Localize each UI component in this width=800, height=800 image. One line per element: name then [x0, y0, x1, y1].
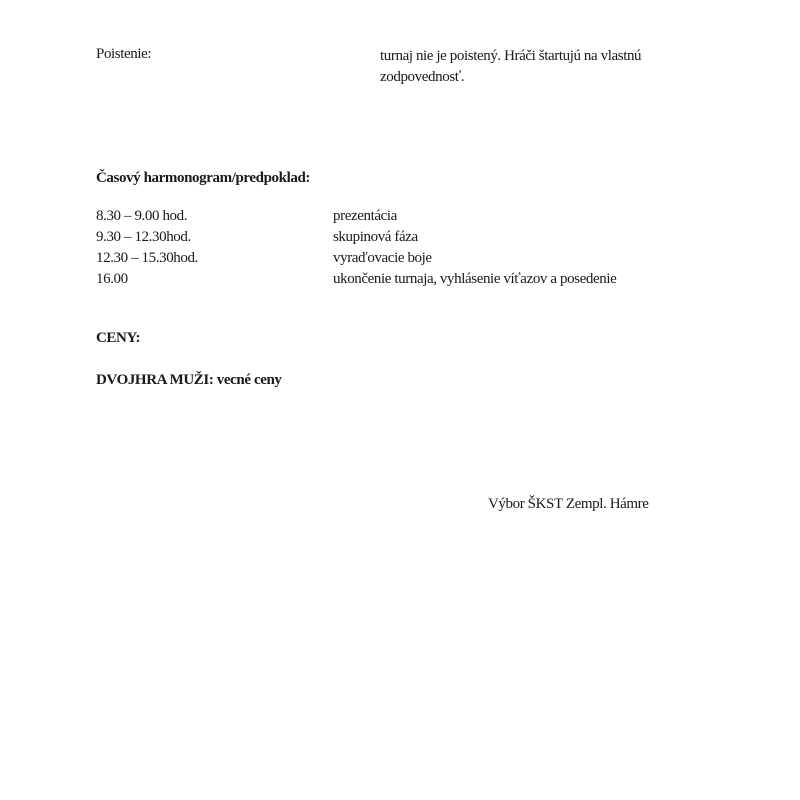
- schedule-activity: prezentácia: [333, 208, 397, 224]
- prizes-title: CENY:: [96, 330, 141, 346]
- schedule-time: 9.30 – 12.30hod.: [96, 229, 191, 245]
- schedule-activity: vyraďovacie boje: [333, 250, 432, 266]
- men-singles-label: DVOJHRA MUŽI:: [96, 372, 214, 388]
- schedule-time: 12.30 – 15.30hod.: [96, 250, 198, 266]
- schedule-title: Časový harmonogram/predpoklad:: [96, 170, 310, 186]
- men-singles-prize: [96, 372, 282, 389]
- schedule-time: 8.30 – 9.00 hod.: [96, 208, 188, 224]
- schedule-activity: ukončenie turnaja, vyhlásenie víťazov a posedenie: [333, 271, 617, 287]
- schedule-time: 16.00: [96, 271, 128, 287]
- schedule-activity: skupinová fáza: [333, 229, 418, 245]
- men-singles-value: vecné ceny: [216, 372, 282, 388]
- signature: Výbor ŠKST Zempl. Hámre: [488, 496, 649, 512]
- insurance-text: turnaj nie je poistený. Hráči štartujú na vlastnú zodpovednosť.: [380, 48, 642, 85]
- insurance-label: Poistenie:: [96, 46, 152, 62]
